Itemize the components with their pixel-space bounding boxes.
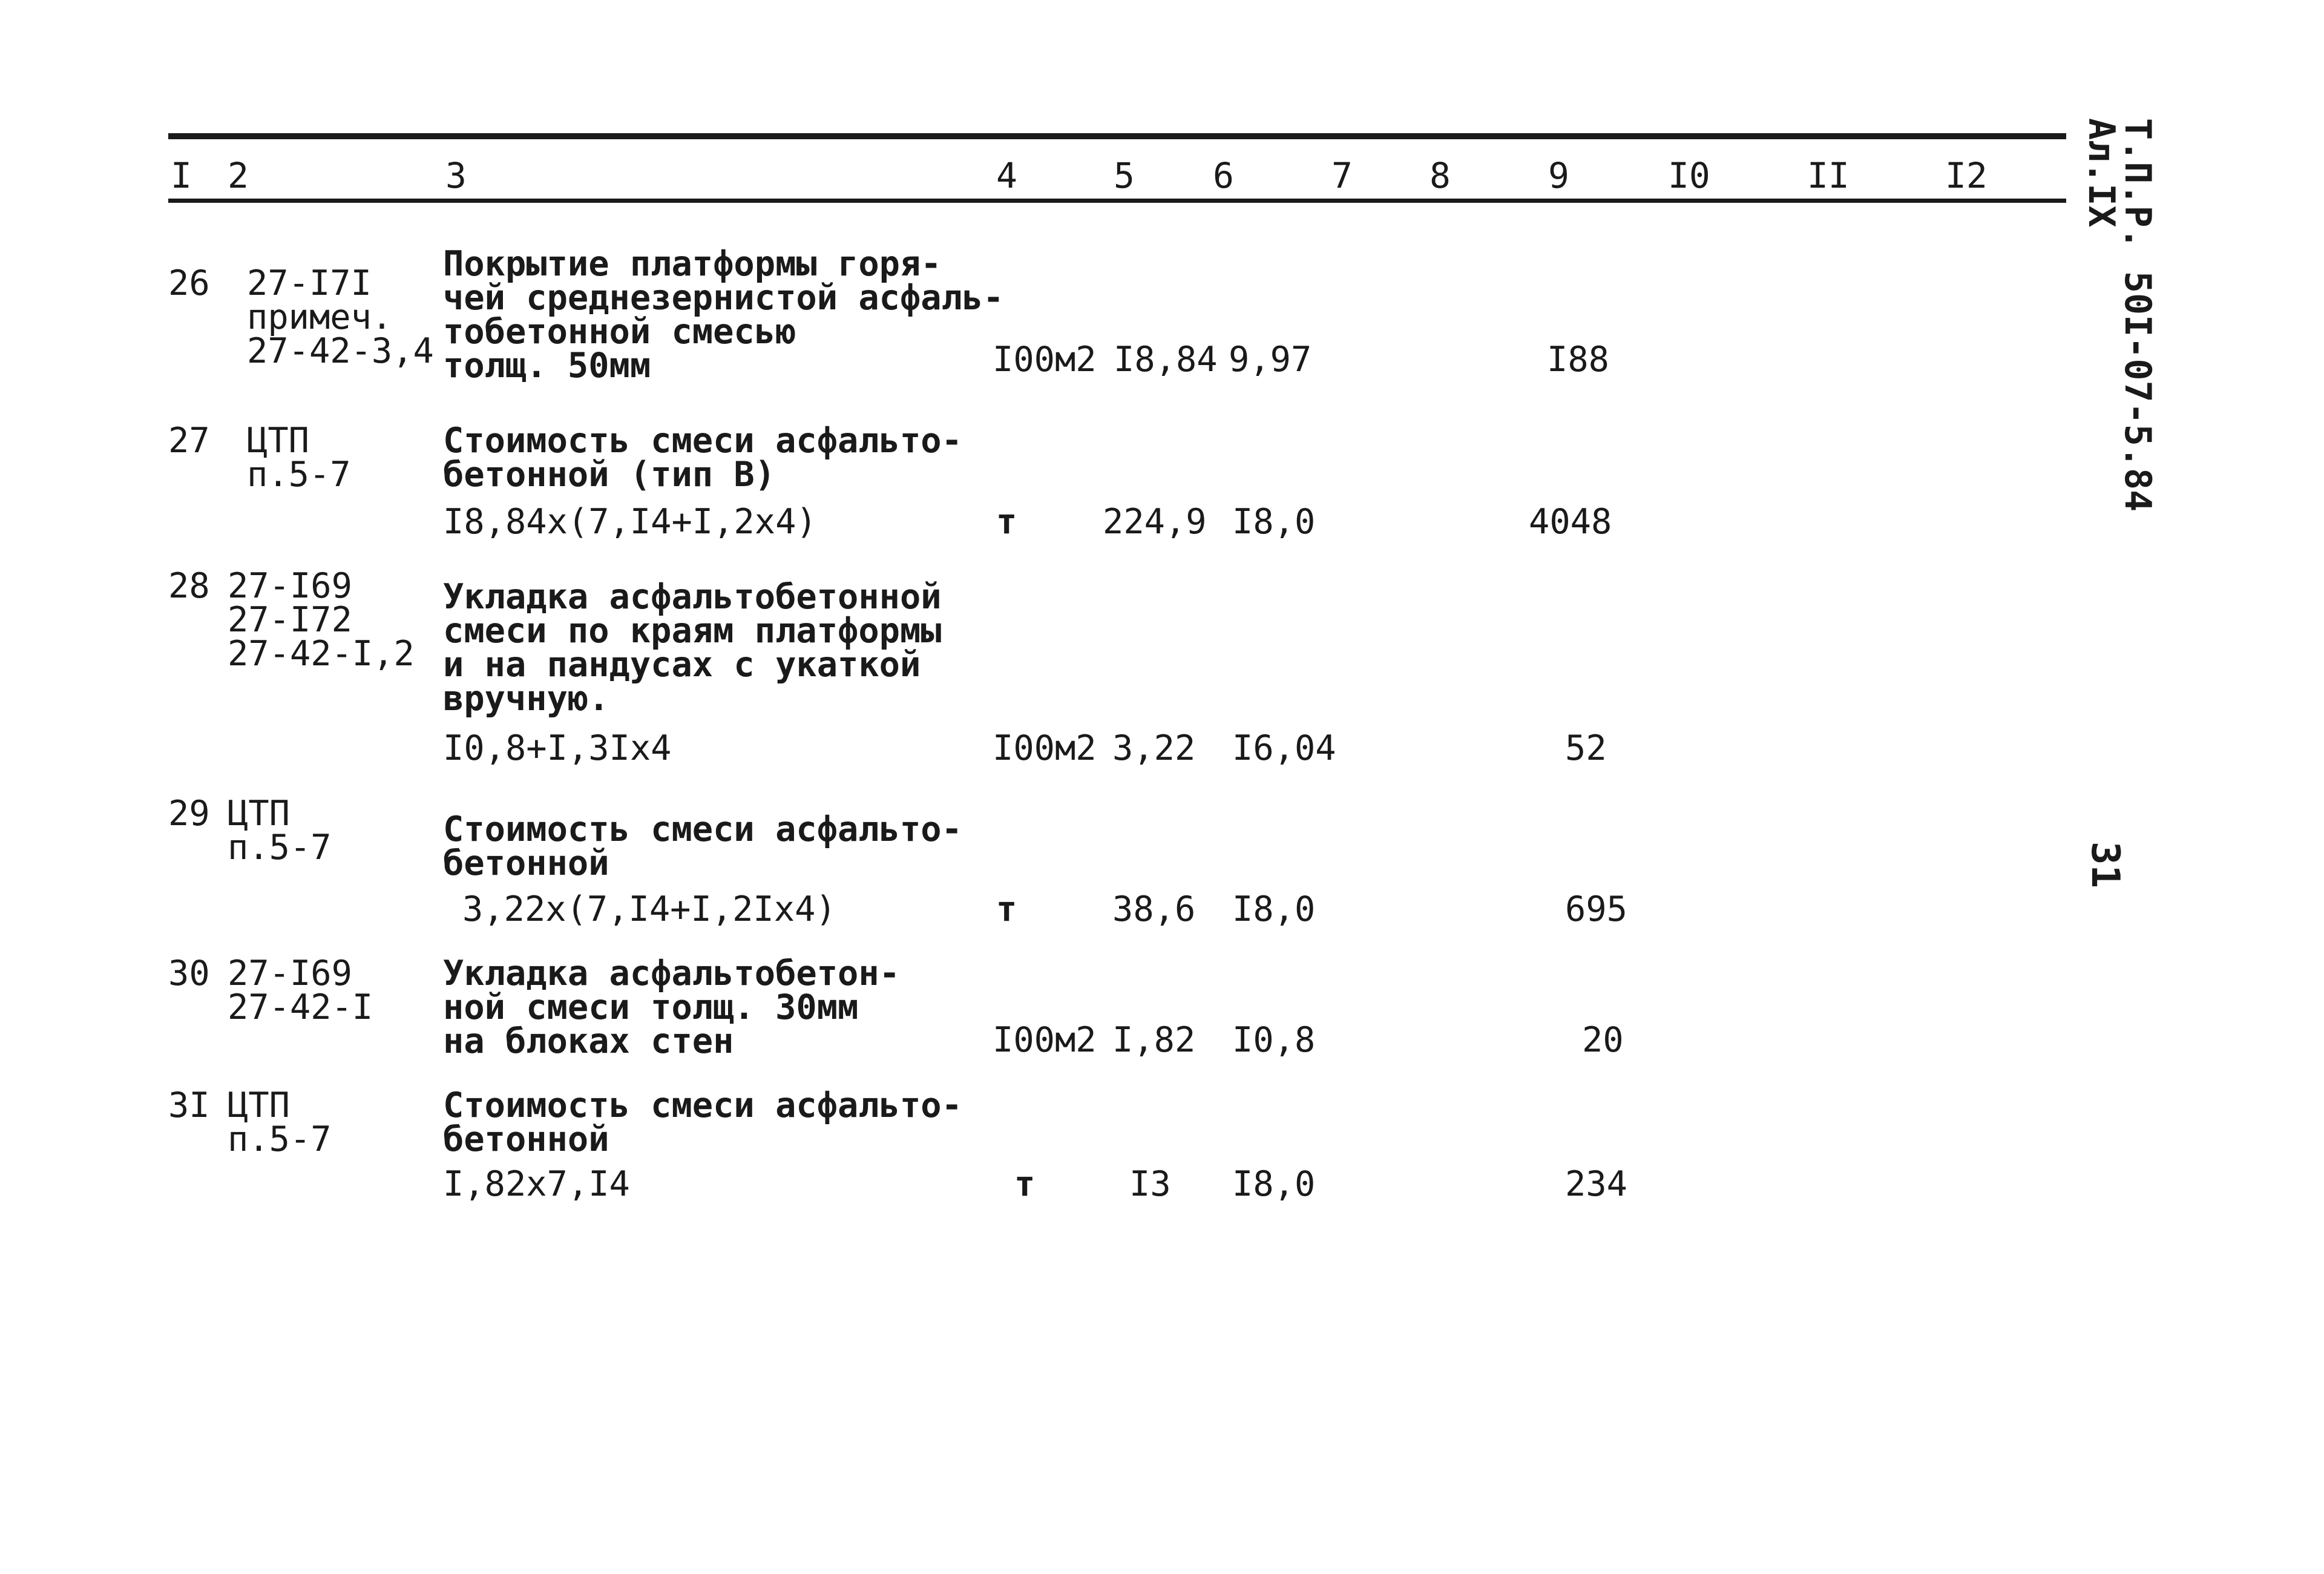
- column-number-9: 9: [1548, 155, 1569, 196]
- row-description: Стоимость смеси асфальто- бетонной: [443, 809, 962, 883]
- header-rule: [168, 199, 2066, 203]
- row-total: 4048: [1529, 502, 1612, 542]
- row-code: ЦТП п.5-7: [228, 794, 332, 868]
- row-code: 27-I7I примеч. 27-42-3,4: [247, 263, 434, 371]
- row-formula: 3,22x(7,I4+I,2Ix4): [462, 889, 836, 929]
- row-price: I6,04: [1232, 728, 1336, 768]
- album-label: Ал.IX: [2080, 118, 2122, 228]
- column-number-5: 5: [1114, 155, 1135, 196]
- row-quantity: 224,9: [1103, 502, 1207, 542]
- row-description: Покрытие платформы горя- чей среднезернистой асфаль- тобетонной смесью толщ. 50мм: [443, 244, 1004, 386]
- row-unit: т: [996, 889, 1017, 929]
- top-rule: [168, 133, 2066, 139]
- page-number: 31: [2083, 841, 2127, 889]
- row-number: 30: [168, 953, 210, 993]
- row-price: I8,0: [1232, 889, 1316, 929]
- row-formula: I0,8+I,3Ix4: [443, 728, 672, 768]
- row-price: 9,97: [1229, 340, 1312, 380]
- row-unit: I00м2: [993, 1020, 1097, 1060]
- row-code: 27-I69 27-42-I: [228, 953, 373, 1027]
- row-number: 27: [168, 421, 210, 461]
- row-unit: т: [996, 502, 1017, 542]
- row-code: ЦТП п.5-7: [247, 421, 351, 495]
- row-description: Стоимость смеси асфальто- бетонной (тип В): [443, 421, 962, 495]
- column-number-2: 2: [228, 155, 249, 196]
- row-quantity: 3,22: [1112, 728, 1196, 768]
- row-formula: I,82x7,I4: [443, 1164, 630, 1204]
- row-price: I0,8: [1232, 1020, 1316, 1060]
- row-price: I8,0: [1232, 502, 1316, 542]
- column-number-6: 6: [1213, 155, 1234, 196]
- document-code: Т.П.Р. 50I-07-5.84: [2116, 118, 2159, 512]
- column-number-7: 7: [1331, 155, 1353, 196]
- row-code: ЦТП п.5-7: [228, 1085, 332, 1159]
- column-number-10: I0: [1668, 155, 1710, 196]
- column-number-12: I2: [1945, 155, 1988, 196]
- row-code: 27-I69 27-I72 27-42-I,2: [228, 566, 415, 674]
- row-number: 29: [168, 794, 210, 834]
- row-description: Укладка асфальтобетон- ной смеси толщ. 30мм на блоках стен: [443, 953, 900, 1061]
- column-number-8: 8: [1430, 155, 1451, 196]
- row-unit: I00м2: [993, 728, 1097, 768]
- row-unit: I00м2: [993, 340, 1097, 380]
- column-number-1: I: [171, 155, 192, 196]
- row-quantity: 38,6: [1112, 889, 1196, 929]
- column-number-11: II: [1807, 155, 1850, 196]
- row-number: 26: [168, 263, 210, 303]
- row-total: 52: [1565, 728, 1607, 768]
- row-price: I8,0: [1232, 1164, 1316, 1204]
- row-total: I88: [1547, 340, 1609, 380]
- row-number: 28: [168, 566, 210, 606]
- row-total: 234: [1565, 1164, 1627, 1204]
- row-quantity: I3: [1129, 1164, 1171, 1204]
- row-number: 3I: [168, 1085, 210, 1125]
- row-description: Стоимость смеси асфальто- бетонной: [443, 1085, 962, 1159]
- column-number-3: 3: [445, 155, 467, 196]
- row-description: Укладка асфальтобетонной смеси по краям платформы и на пандусах с укаткой вручную.: [443, 577, 942, 719]
- row-formula: I8,84x(7,I4+I,2x4): [443, 502, 817, 542]
- row-quantity: I8,84: [1114, 340, 1218, 380]
- row-unit: т: [1014, 1164, 1036, 1204]
- column-number-4: 4: [996, 155, 1017, 196]
- row-total: 695: [1565, 889, 1627, 929]
- document-side-label: [2080, 118, 2159, 512]
- row-total: 20: [1582, 1020, 1624, 1060]
- row-quantity: I,82: [1112, 1020, 1196, 1060]
